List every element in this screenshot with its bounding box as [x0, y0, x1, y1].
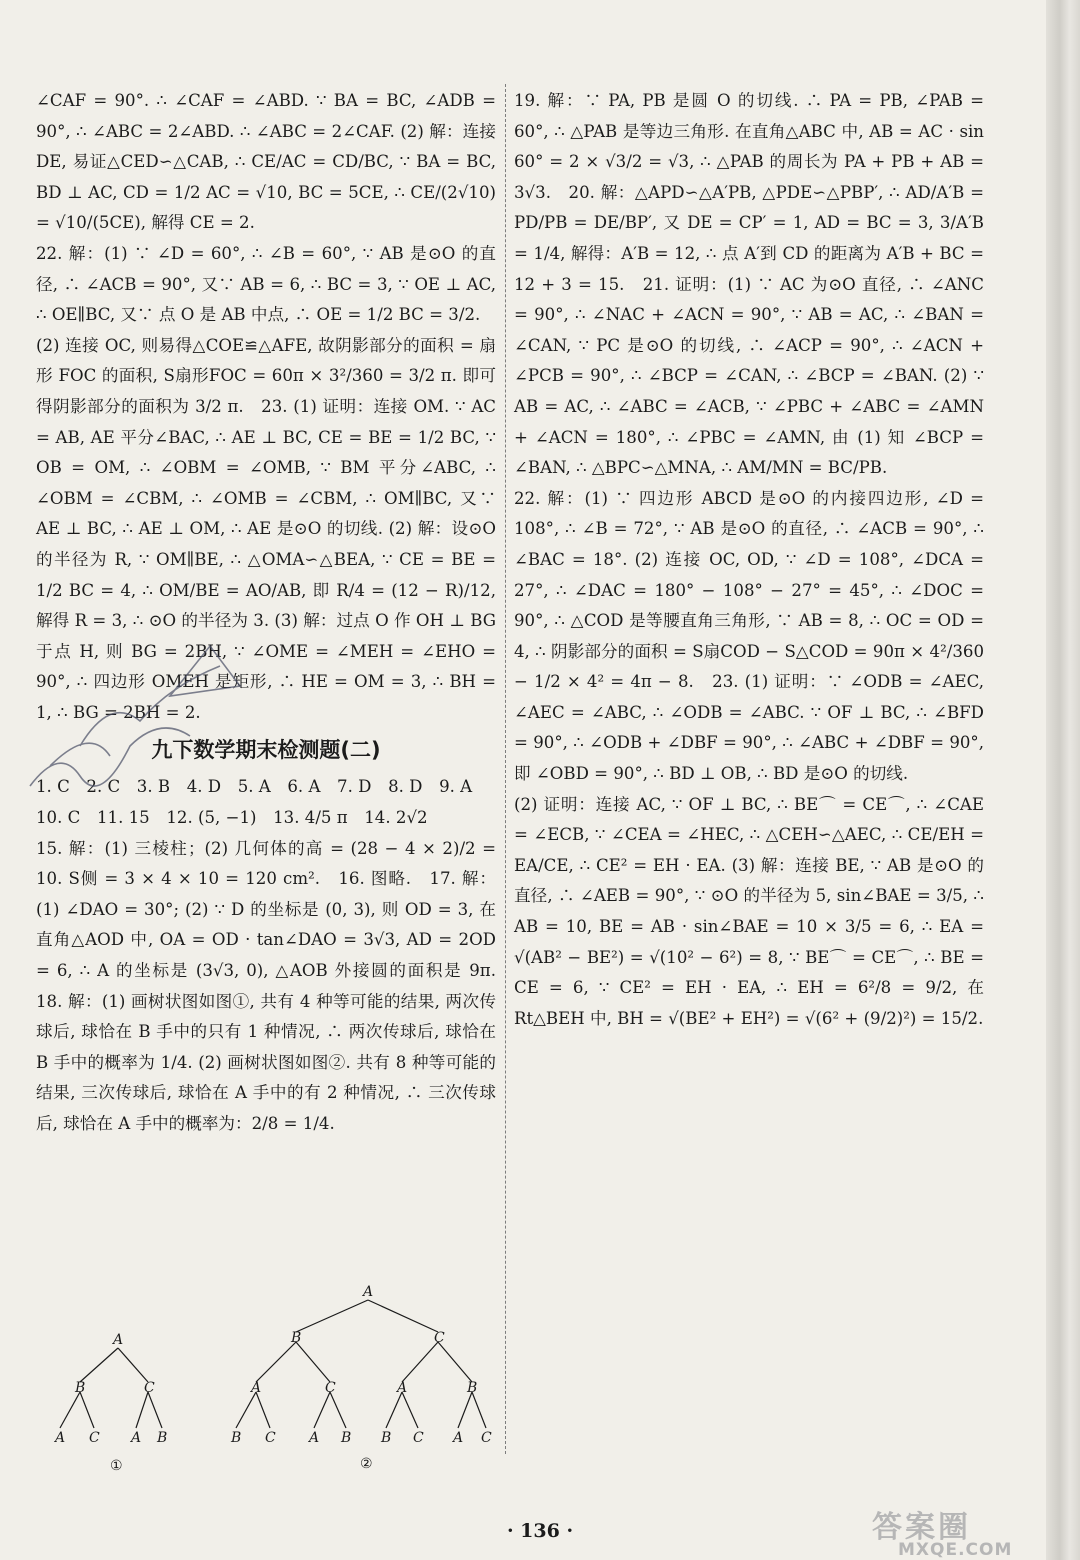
tree1-l1-c: C [144, 1380, 155, 1396]
tree2-l3-3: A [309, 1430, 320, 1446]
tree1-l2-3: A [131, 1430, 142, 1446]
page-number: · 136 · [506, 1520, 574, 1542]
pen-scribble [20, 626, 270, 806]
tree2-l2-1: A [251, 1380, 262, 1396]
left-paragraph-1: ∠CAF = 90°. ∴ ∠CAF = ∠ABD. ∵ BA = BC, ∠ADB = 90°, ∴ ∠ABC = 2∠ABD. ∴ ∠ABC = 2∠CAF. (2) 解：连接 DE, 易证△CED∽△CAB, ∴ CE/AC = CD/BC, ∵ BA = BC, BD ⊥ AC, CD = 1/2 AC = √10, BC = 5CE, ∴ CE/(2√10) = √10/(5CE), 解得 CE = 2. [36, 91, 496, 233]
tree1-caption: ① [110, 1458, 123, 1474]
left-paragraph-3: (2) 连接 OC, 则易得△COE≌△AFE, 故阴影部分的面积 = 扇形 FOC 的面积, S扇形FOC = 60π × 3²/360 = 3/2 π. 即可得阴影部分的面积为 3/2 π. 23. (1) 证明：连接 OM. ∵ AC = AB, AE 平分∠BAC, ∴ AE ⊥ BC, CE = BE = 1/2 BC, ∵ OB = OM, ∴ ∠OBM = ∠OMB, ∵ BM 平分∠ABC, ∴ ∠OBM = ∠CBM, ∴ ∠OMB = ∠CBM, ∴ OM∥BC, 又∵ AE ⊥ BC, ∴ AE ⊥ OM, ∴ AE 是⊙O 的切线. (2) 解：设⊙O 的半径为 R, ∵ OM∥BE, ∴ △OMA∽△BEA, ∵ CE = BE = 1/2 BC = 4, ∴ OM/BE = AO/AB, 即 R/4 = (12 − R)/12, 解得 R = 3, ∴ ⊙O 的半径为 3. (3) 解：过点 O 作 OH ⊥ BG 于点 H, 则 BG = 2BH, ∵ ∠OME = ∠MEH = ∠EHO = 90°, ∴ 四边形 OMEH 是矩形, ∴ HE = OM = 3, ∴ BH = 1, ∴ BG = 2BH = 2. [36, 335, 497, 722]
tree-diagrams [40, 1280, 500, 1500]
tree2-caption: ② [360, 1456, 373, 1472]
column-divider [505, 84, 506, 1454]
section-title: 九下数学期末检测题(二) [151, 738, 381, 763]
tree1-l2-4: B [157, 1430, 168, 1446]
tree2-l3-1: B [231, 1430, 242, 1446]
tree1-l1-b: B [75, 1380, 86, 1396]
tree2-l2-3: A [397, 1380, 408, 1396]
tree1-l2-1: A [55, 1430, 66, 1446]
tree2-l2-2: C [325, 1380, 336, 1396]
left-paragraph-4: 15. 解：(1) 三棱柱；(2) 几何体的高 = (28 − 4 × 2)/2 = 10. S侧 = 3 × 4 × 10 = 120 cm². 16. 图略. 17. 解：(1) ∠DAO = 30°; (2) ∵ D 的坐标是 (0, 3), 则 OD = 3, 在直角△AOD 中, OA = OD · tan∠DAO = 3√3, AD = 2OD = 6, ∴ A 的坐标是 (3√3, 0), △AOB 外接圆的面积是 9π. 18. 解：(1) 画树状图如图①, 共有 4 种等可能的结果, 两次传球后, 球恰在 B 手中的只有 1 种情况, ∴ 两次传球后, 球恰在 B 手中的概率为 1/4. (2) 画树状图如图②. 共有 8 种等可能的结果, 三次传球后, 球恰在 A 手中的有 2 种情况, ∴ 三次传球后, 球恰在 A 手中的概率为：2/8 = 1/4. [36, 838, 513, 1133]
page-edge [1046, 0, 1080, 1560]
tree2-root: A [363, 1284, 374, 1300]
tree1-l2-2: C [89, 1430, 100, 1446]
left-paragraph-2: 22. 解：(1) ∵ ∠D = 60°, ∴ ∠B = 60°, ∵ AB 是⊙O 的直径, ∴ ∠ACB = 90°, 又∵ AB = 6, ∴ BC = 3, ∵ OE ⊥ AC, ∴ OE∥BC, 又∵ 点 O 是 AB 中点, ∴ OE = 1/2 BC = 3/2. [36, 243, 496, 325]
tree2-l3-7: A [453, 1430, 464, 1446]
right-paragraph-3: (2) 证明：连接 AC, ∵ OF ⊥ BC, ∴ BE⌒ = CE⌒, ∴ ∠CAE = ∠ECB, ∵ ∠CEA = ∠HEC, ∴ △CEH∽△AEC, ∴ CE/EH = EA/CE, ∴ CE² = EH · EA. (3) 解：连接 BE, ∵ AB 是⊙O 的直径, ∴ ∠AEB = 90°, ∵ ⊙O 的半径为 5, sin∠BAE = 3/5, ∴ AB = 10, BE = AB · sin∠BAE = 10 × 3/5 = 6, ∴ EA = √(AB² − BE²) = √(10² − 6²) = 8, ∵ BE⌒ = CE⌒, ∴ BE = CE = 6, ∵ CE² = EH · EA, ∴ EH = 6²/8 = 9/2, 在 Rt△BEH 中, BH = √(BE² + EH²) = √(6² + (9/2)²) = 15/2. [514, 794, 984, 1028]
tree2-l2-4: B [467, 1380, 478, 1396]
tree2-l3-8: C [481, 1430, 492, 1446]
answers-row-2: 10. C 11. 15 12. (5, −1) 13. 4/5 π 14. 2√2 [36, 808, 428, 828]
tree1-root: A [113, 1332, 124, 1348]
watermark-top: 答案圈 [872, 1510, 971, 1545]
right-column [514, 86, 984, 1034]
right-paragraph-1: 19. 解：∵ PA, PB 是圆 O 的切线. ∴ PA = PB, ∠PAB = 60°, ∴ △PAB 是等边三角形. 在直角△ABC 中, AB = AC · sin 60° = 2 × √3/2 = √3, ∴ △PAB 的周长为 PA + PB + AB = 3√3. 20. 解：△APD∽△A′PB, △PDE∽△PBP′, ∴ AD/A′B = PD/PB = DE/BP′, 又 DE = CP′ = 1, AD = BC = 3, 3/A′B = 1/4, 解得：A′B = 12, ∴ 点 A′到 CD 的距离为 A′B + BC = 12 + 3 = 15. 21. 证明：(1) ∵ AC 为⊙O 直径, ∴ ∠ANC = 90°, ∴ ∠NAC + ∠ACN = 90°, ∵ AB = AC, ∴ ∠BAN = ∠CAN, ∵ PC 是⊙O 的切线, ∴ ∠ACP = 90°, ∴ ∠ACN + ∠PCB = 90°, ∴ ∠BCP = ∠CAN, ∴ ∠BCP = ∠BAN. (2) ∵ AB = AC, ∴ ∠ABC = ∠ACB, ∵ ∠PBC + ∠ABC = ∠AMN + ∠ACN = 180°, ∴ ∠PBC = ∠AMN, 由 (1) 知 ∠BCP = ∠BAN, ∴ △BPC∽△MNA, ∴ AM/MN = BC/PB. [514, 91, 984, 478]
answers-row-1: 1. C 2. C 3. B 4. D 5. A 6. A 7. D 8. D 9. A [36, 777, 473, 797]
right-paragraph-2: 22. 解：(1) ∵ 四边形 ABCD 是⊙O 的内接四边形, ∠D = 108°, ∴ ∠B = 72°, ∵ AB 是⊙O 的直径, ∴ ∠ACB = 90°, ∴ ∠BAC = 18°. (2) 连接 OC, OD, ∵ ∠D = 108°, ∠DCA = 27°, ∴ ∠DAC = 180° − 108° − 27° = 45°, ∴ ∠DOC = 90°, ∴ △COD 是等腰直角三角形, ∵ AB = 8, ∴ OC = OD = 4, ∴ 阴影部分的面积 = S扇COD − S△COD = 90π × 4²/360 − 1/2 × 4² = 4π − 8. 23. (1) 证明：∵ ∠ODB = ∠AEC, ∠AEC = ∠ABC, ∴ ∠ODB = ∠ABC. ∵ OF ⊥ BC, ∴ ∠BFD = 90°, ∴ ∠ODB + ∠DBF = 90°, ∴ ∠ABC + ∠DBF = 90°, 即 ∠OBD = 90°, ∴ BD ⊥ OB, ∴ BD 是⊙O 的切线. [514, 488, 984, 784]
tree2-l3-2: C [265, 1430, 276, 1446]
tree2-l1-b: B [291, 1330, 302, 1346]
tree2-l3-6: C [413, 1430, 424, 1446]
watermark-logo [872, 1502, 1072, 1558]
tree2-l3-5: B [381, 1430, 392, 1446]
left-column [36, 86, 513, 1140]
watermark-bottom: MXQE.COM [898, 1540, 1013, 1560]
tree2-l3-4: B [341, 1430, 352, 1446]
tree2-l1-c: C [434, 1330, 445, 1346]
